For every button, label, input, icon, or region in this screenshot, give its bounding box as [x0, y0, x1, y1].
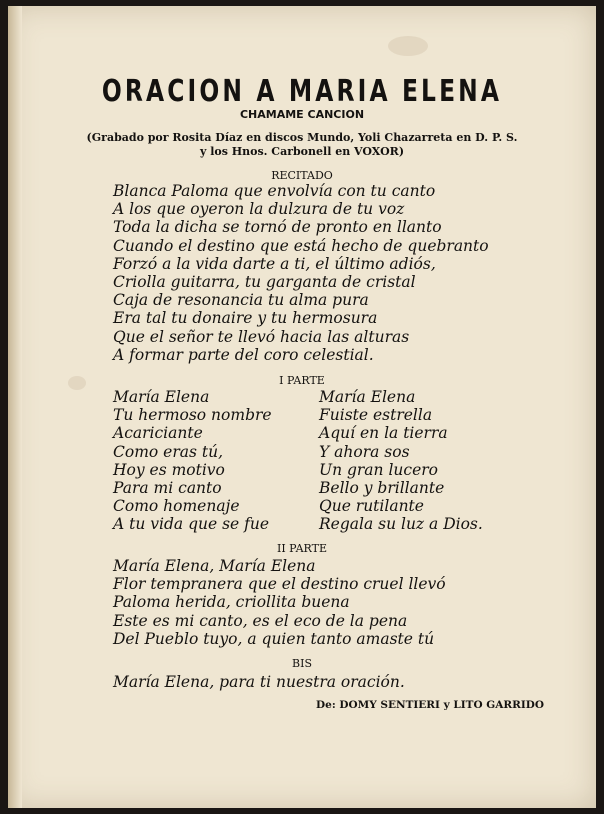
- verse-line: Bello y brillante: [319, 478, 445, 497]
- verse-line: Como homenaje: [113, 497, 240, 516]
- verse-line: Tu hermoso nombre: [113, 406, 272, 425]
- parte1-left-column: [113, 388, 272, 534]
- verse-line: Cuando el destino que está hecho de quebranto: [113, 236, 489, 255]
- verse-line: Caja de resonancia tu alma pura: [113, 291, 369, 310]
- parte1-right-column: [319, 388, 483, 534]
- verse-line: Que rutilante: [319, 497, 424, 516]
- parte2-verse: [113, 557, 446, 648]
- verse-line: Blanca Paloma que envolvía con tu canto: [113, 182, 436, 200]
- verse-line: Forzó a la vida darte a ti, el último adiós,: [113, 254, 436, 273]
- parte2-heading: II PARTE: [277, 542, 327, 555]
- recording-note-line-1: (Grabado por Rosita Díaz en discos Mundo, Yoli Chazarreta en D. P. S.: [86, 131, 518, 144]
- song-genre: CHAMAME CANCION: [239, 108, 365, 121]
- verse-line: Era tal tu donaire y tu hermosura: [113, 309, 378, 328]
- verse-line: Regala su luz a Dios.: [319, 515, 483, 534]
- recording-note-line-2: y los Hnos. Carbonell en VOXOR): [199, 145, 405, 158]
- bis-heading: BIS: [292, 657, 312, 670]
- verse-line: Flor tempranera que el destino cruel llevó: [113, 575, 446, 594]
- verse-line: María Elena: [319, 388, 416, 406]
- verse-line: A formar parte del coro celestial.: [113, 345, 374, 364]
- verse-line: A tu vida que se fue: [113, 515, 270, 534]
- verse-line: Y ahora sos: [319, 442, 410, 461]
- verse-line: Paloma herida, criollita buena: [113, 593, 350, 612]
- verse-line: Criolla guitarra, tu garganta de cristal: [113, 272, 416, 291]
- verse-line: Un gran lucero: [319, 460, 438, 479]
- verse-line: María Elena: [113, 388, 210, 406]
- verse-line: Acariciante: [113, 424, 203, 443]
- verse-line: Aquí en la tierra: [319, 424, 448, 443]
- verse-line: Para mi canto: [113, 478, 222, 497]
- bis-verse: [113, 673, 405, 691]
- verse-line: María Elena, María Elena: [113, 557, 316, 575]
- verse-line: Toda la dicha se tornó de pronto en llanto: [113, 218, 442, 237]
- song-title: ORACION A MARIA ELENA: [101, 74, 503, 109]
- verse-line: Este es mi canto, es el eco de la pena: [113, 611, 408, 630]
- verse-line: A los que oyeron la dulzura de tu voz: [113, 200, 405, 219]
- verse-line: Que el señor te llevó hacia las alturas: [113, 327, 410, 346]
- recitado-heading: RECITADO: [271, 169, 333, 182]
- verse-line: Del Pueblo tuyo, a quien tanto amaste tú: [113, 629, 435, 648]
- page-spine-shadow: [8, 6, 22, 808]
- verse-line: María Elena, para ti nuestra oración.: [113, 673, 405, 691]
- parte1-heading: I PARTE: [279, 374, 325, 387]
- verse-line: Hoy es motivo: [113, 460, 225, 479]
- recitado-verse: [113, 182, 489, 364]
- verse-line: Fuiste estrella: [319, 406, 433, 425]
- paper-stain: [388, 36, 428, 56]
- song-credits: De: DOMY SENTIERI y LITO GARRIDO: [316, 699, 544, 711]
- verse-line: Como eras tú,: [113, 442, 223, 461]
